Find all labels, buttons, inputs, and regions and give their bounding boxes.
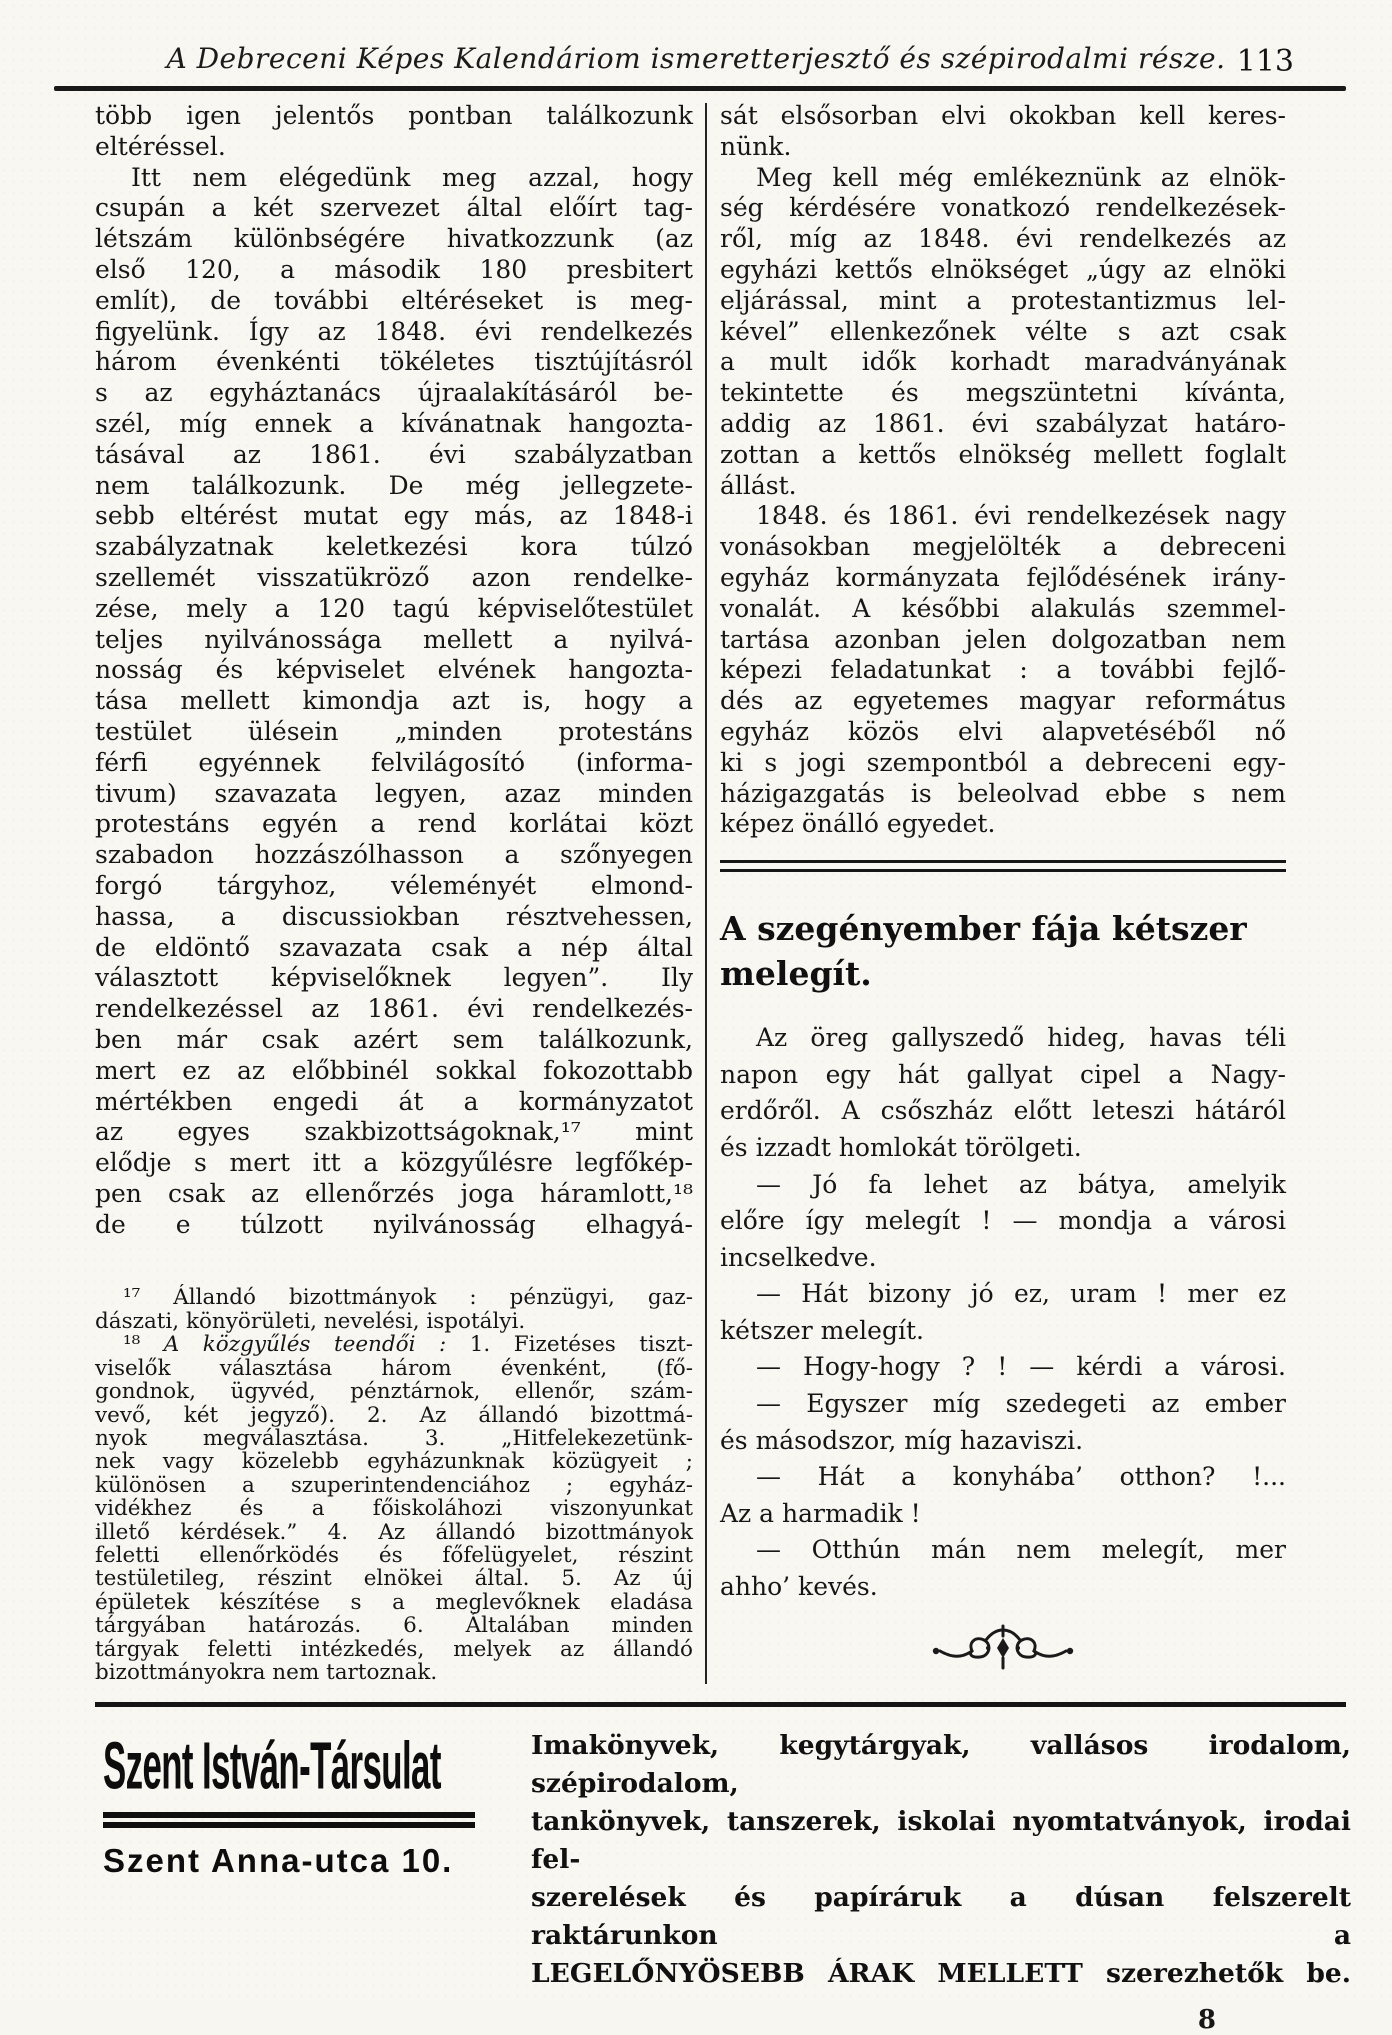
- text-line: ¹⁷ Állandó bizottmányok : pénzügyi, gaz-: [123, 1285, 693, 1311]
- text-line: nyok megválasztása. 3. „Hitfelekezetünk-: [95, 1425, 693, 1451]
- text-line: A szegényember fája kétszer: [720, 909, 1247, 949]
- text-line: gondnok, ügyvéd, pénztárnok, ellenőr, szám-: [95, 1379, 693, 1405]
- text-line: Imakönyvek, kegytárgyak, vallásos irodalom, szépirodalom,: [531, 1730, 1351, 1800]
- text-line: előre így melegít ! — mondja a városi: [720, 1206, 1286, 1236]
- text-line: vidékhez és a főiskoláhozi viszonyunkat: [95, 1496, 693, 1522]
- text-line: s az egyháztanács újraalakításáról be-: [95, 378, 693, 408]
- text-line: incselkedve.: [720, 1242, 877, 1272]
- footnote-17: [95, 1286, 693, 1333]
- text-line: és másodszor, míg hazaviszi.: [720, 1425, 1084, 1455]
- text-line: házigazgatás is beleolvad ebbe s nem: [720, 778, 1286, 808]
- text-line: csupán a két szervezet által előírt tag-: [95, 193, 693, 223]
- text-line: ség kérdésére vonatkozó rendelkezések-: [720, 193, 1286, 223]
- left-column-body-text: [95, 101, 693, 1240]
- text-line: — Otthún mán nem melegít, mer: [756, 1535, 1286, 1565]
- text-line: zése, mely a 120 tagú képviselőtestület: [95, 593, 693, 623]
- text-line: bizottmányokra nem tartoznak.: [95, 1659, 438, 1685]
- printer-fleuron-icon: [720, 1624, 1286, 1674]
- text-line: vonásokban megjelölték a debreceni: [720, 532, 1286, 562]
- text-line: az egyes szakbizottságoknak,¹⁷ mint: [95, 1117, 693, 1147]
- text-line: Az a harmadik !: [720, 1498, 921, 1528]
- text-line: — Hogy-hogy ? ! — kérdi a városi.: [756, 1352, 1286, 1382]
- text-line: rendelkezéssel az 1861. évi rendelkezés-: [95, 994, 693, 1024]
- section-heading: [720, 906, 1286, 996]
- footnote-marker: ¹⁸: [123, 1332, 164, 1358]
- text-line: Meg kell még emlékeznünk az elnök-: [756, 162, 1286, 192]
- footnotes-block: [95, 1286, 693, 1684]
- text-line: — Hát bizony jó ez, uram ! mer ez: [756, 1279, 1286, 1309]
- text-line: pen csak az ellenőrzés joga háramlott,¹⁸: [95, 1178, 693, 1208]
- text-line: hassa, a discussiokban résztvehessen,: [95, 901, 693, 931]
- text-line: — Jó fa lehet az bátya, amelyik: [756, 1169, 1286, 1199]
- text-line: nem találkozunk. De még jellegzete-: [95, 470, 693, 500]
- text-line: ki s jogi szempontból a debreceni egy-: [720, 747, 1286, 777]
- text-line: figyelünk. Így az 1848. évi rendelkezés: [95, 316, 693, 346]
- text-line: ahho’ kevés.: [720, 1572, 878, 1602]
- text-line: elődje s mert itt a közgyűlésre legfőkép-: [95, 1148, 693, 1178]
- text-line: viselők választása három évenként, (fő-: [95, 1355, 693, 1381]
- text-line: szerelések és papíráruk a dúsan felszerelt raktárunkon a: [531, 1882, 1351, 1952]
- text-line: szabadon hozzászólhasson a szőnyegen: [95, 840, 693, 870]
- text-line: illető kérdések.” 4. Az állandó bizottmányok: [95, 1519, 693, 1545]
- text-line: választott képviselőknek legyen”. Ily: [95, 963, 693, 993]
- text-line: tásával az 1861. évi szabályzatban: [95, 439, 693, 469]
- text-line: szellemét visszatükröző azon rendelke-: [95, 562, 693, 592]
- text-line: eljárással, mint a protestantizmus lel-: [720, 285, 1286, 315]
- text-line: képez önálló egyedet.: [720, 809, 996, 839]
- advertiser-name: Szent István-Társulat: [103, 1728, 441, 1804]
- text-line: erdőről. A csőszház előtt leteszi hátáról: [720, 1096, 1286, 1126]
- footnote-italic-lead: A közgyűlés teendői :: [163, 1332, 447, 1358]
- text-line: tartása azonban jelen dolgozatban nem: [720, 624, 1286, 654]
- text-line: a mult idők korhadt maradványának: [720, 347, 1286, 377]
- text-line: mértékben engedi át a kormányzatot: [95, 1086, 693, 1116]
- text-line: képezi feladatunkat : a további fejlő-: [720, 655, 1286, 685]
- text-line: protestáns egyén a rend korlátai közt: [95, 809, 693, 839]
- advertisement-text: [531, 1727, 1351, 1993]
- advertisement: [95, 1727, 1392, 1993]
- text-line: forgó tárgyhoz, véleményét elmond-: [95, 870, 693, 900]
- running-title: A Debreceni Képes Kalendáriom ismeretterjesztő és szépirodalmi része.: [166, 42, 1226, 75]
- text-line: állást.: [720, 470, 797, 500]
- text-line: zottan a kettős elnökség mellett foglalt: [720, 439, 1286, 469]
- text-line: különösen a szuperintendenciához ; egyház-: [95, 1472, 693, 1498]
- text-line: tekintette és megszüntetni kívánta,: [720, 378, 1286, 408]
- text-line: LEGELŐNYÖSEBB ÁRAK MELLETT szerezhetők be.: [531, 1958, 1351, 1990]
- text-line: tárgyak feletti intézkedés, melyek az állandó: [95, 1636, 693, 1662]
- footnote-first-rest: 1. Fizetéses tiszt-: [446, 1332, 694, 1358]
- page-number: 113: [1236, 44, 1294, 79]
- text-line: vevő, két jegyző). 2. Az állandó bizottmá-: [95, 1402, 693, 1428]
- anecdote-text: [720, 1020, 1286, 1606]
- text-line: nünk.: [720, 131, 792, 161]
- text-line: eltéréssel.: [95, 131, 226, 161]
- text-line: melegít.: [720, 954, 872, 994]
- text-line: vonalát. A későbbi alakulás szemmel-: [720, 593, 1286, 623]
- footnote-18: [95, 1333, 693, 1684]
- text-line: tivum) szavazata legyen, azaz minden: [95, 778, 693, 808]
- text-line: dés az egyetemes magyar református: [720, 686, 1286, 716]
- text-line: egyház közös elvi alapvetéséből nő: [720, 716, 1286, 746]
- text-line: kétszer melegít.: [720, 1315, 924, 1345]
- page-header: [0, 0, 1392, 91]
- text-line: nek vagy közelebb egyházunknak közügyeit ;: [95, 1449, 693, 1475]
- advertiser-address: Szent Anna-utca 10.: [103, 1842, 454, 1880]
- text-line: ről, míg az 1848. évi rendelkezés az: [720, 224, 1286, 254]
- text-line: sát elsősorban elvi okokban kell keres-: [720, 101, 1286, 130]
- text-line: sebb eltérést mutat egy más, az 1848-i: [95, 501, 693, 531]
- text-line: teljes nyilvánossága mellett a nyilvá-: [95, 624, 693, 654]
- column-divider-rule: [705, 103, 707, 1684]
- text-line: feletti ellenőrködés és főfelügyelet, részint: [95, 1542, 693, 1568]
- footnote-18-first-line: [95, 1333, 693, 1356]
- text-line: tankönyvek, tanszerek, iskolai nyomtatványok, irodai fel-: [531, 1806, 1351, 1876]
- text-line: tárgyában határozás. 6. Általában minden: [95, 1613, 693, 1639]
- text-line: testület ülésein „minden protestáns: [95, 716, 693, 746]
- section-divider-rule: [720, 860, 1286, 872]
- text-line: első 120, a második 180 presbitert: [95, 254, 693, 284]
- text-line: 1848. és 1861. évi rendelkezések nagy: [756, 501, 1286, 531]
- advertiser-double-rule: [103, 1812, 475, 1828]
- text-line: három évenkénti tökéletes tisztújításról: [95, 347, 693, 377]
- text-line: épületek készítése s a meglevőknek eladása: [95, 1589, 693, 1615]
- text-line: — Hát a konyhába’ otthon? !...: [756, 1462, 1286, 1492]
- text-line: és izzadt homlokát törölgeti.: [720, 1132, 1082, 1162]
- text-line: de eldöntő szavazata csak a nép által: [95, 932, 693, 962]
- text-line: több igen jelentős pontban találkozunk: [95, 101, 693, 130]
- left-column: [95, 101, 693, 1684]
- footer-rule: [95, 1702, 1346, 1707]
- text-line: ben már csak azért sem találkozunk,: [95, 1024, 693, 1054]
- right-column-body-text: [720, 101, 1286, 840]
- text-line: férfi egyénnek felvilágosító (informa-: [95, 747, 693, 777]
- text-line: mert ez az előbbinél sokkal fokozottabb: [95, 1055, 693, 1085]
- text-line: egyházi kettős elnökséget „úgy az elnöki: [720, 254, 1286, 284]
- text-line: tása mellett kimondja azt is, hogy a: [95, 686, 693, 716]
- text-line: szél, míg ennek a kívánatnak hangozta-: [95, 408, 693, 438]
- text-line: napon egy hát gallyat cipel a Nagy-: [720, 1059, 1286, 1089]
- text-line: említ), de további eltéréseket is meg-: [95, 285, 693, 315]
- text-line: kével” ellenkezőnek vélte s azt csak: [720, 316, 1286, 346]
- text-line: — Egyszer míg szedegeti az ember: [756, 1389, 1286, 1419]
- text-line: dászati, könyörületi, nevelési, ispotályi.: [95, 1308, 526, 1334]
- two-column-layout: [95, 101, 1392, 1684]
- footnote-18-continuation: [95, 1357, 693, 1685]
- advertiser-block: [95, 1727, 505, 1993]
- text-line: létszám különbségére hivatkozzunk (az: [95, 224, 693, 254]
- text-line: de e túlzott nyilvánosság elhagyá-: [95, 1209, 693, 1239]
- text-line: nosság és képviselet elvének hangozta-: [95, 655, 693, 685]
- header-rule: [54, 86, 1346, 91]
- text-line: Itt nem elégedünk meg azzal, hogy: [131, 162, 693, 192]
- signature-number: 8: [1197, 2005, 1216, 2035]
- text-line: addig az 1861. évi szabályzat határo-: [720, 408, 1286, 438]
- text-line: egyház kormányzata fejlődésének irány-: [720, 562, 1286, 592]
- text-line: szabályzatnak keletkezési kora túlzó: [95, 532, 693, 562]
- right-column: [720, 101, 1286, 1684]
- text-line: Az öreg gallyszedő hideg, havas téli: [756, 1023, 1286, 1053]
- text-line: testületileg, részint elnökei által. 5. Az új: [95, 1566, 693, 1592]
